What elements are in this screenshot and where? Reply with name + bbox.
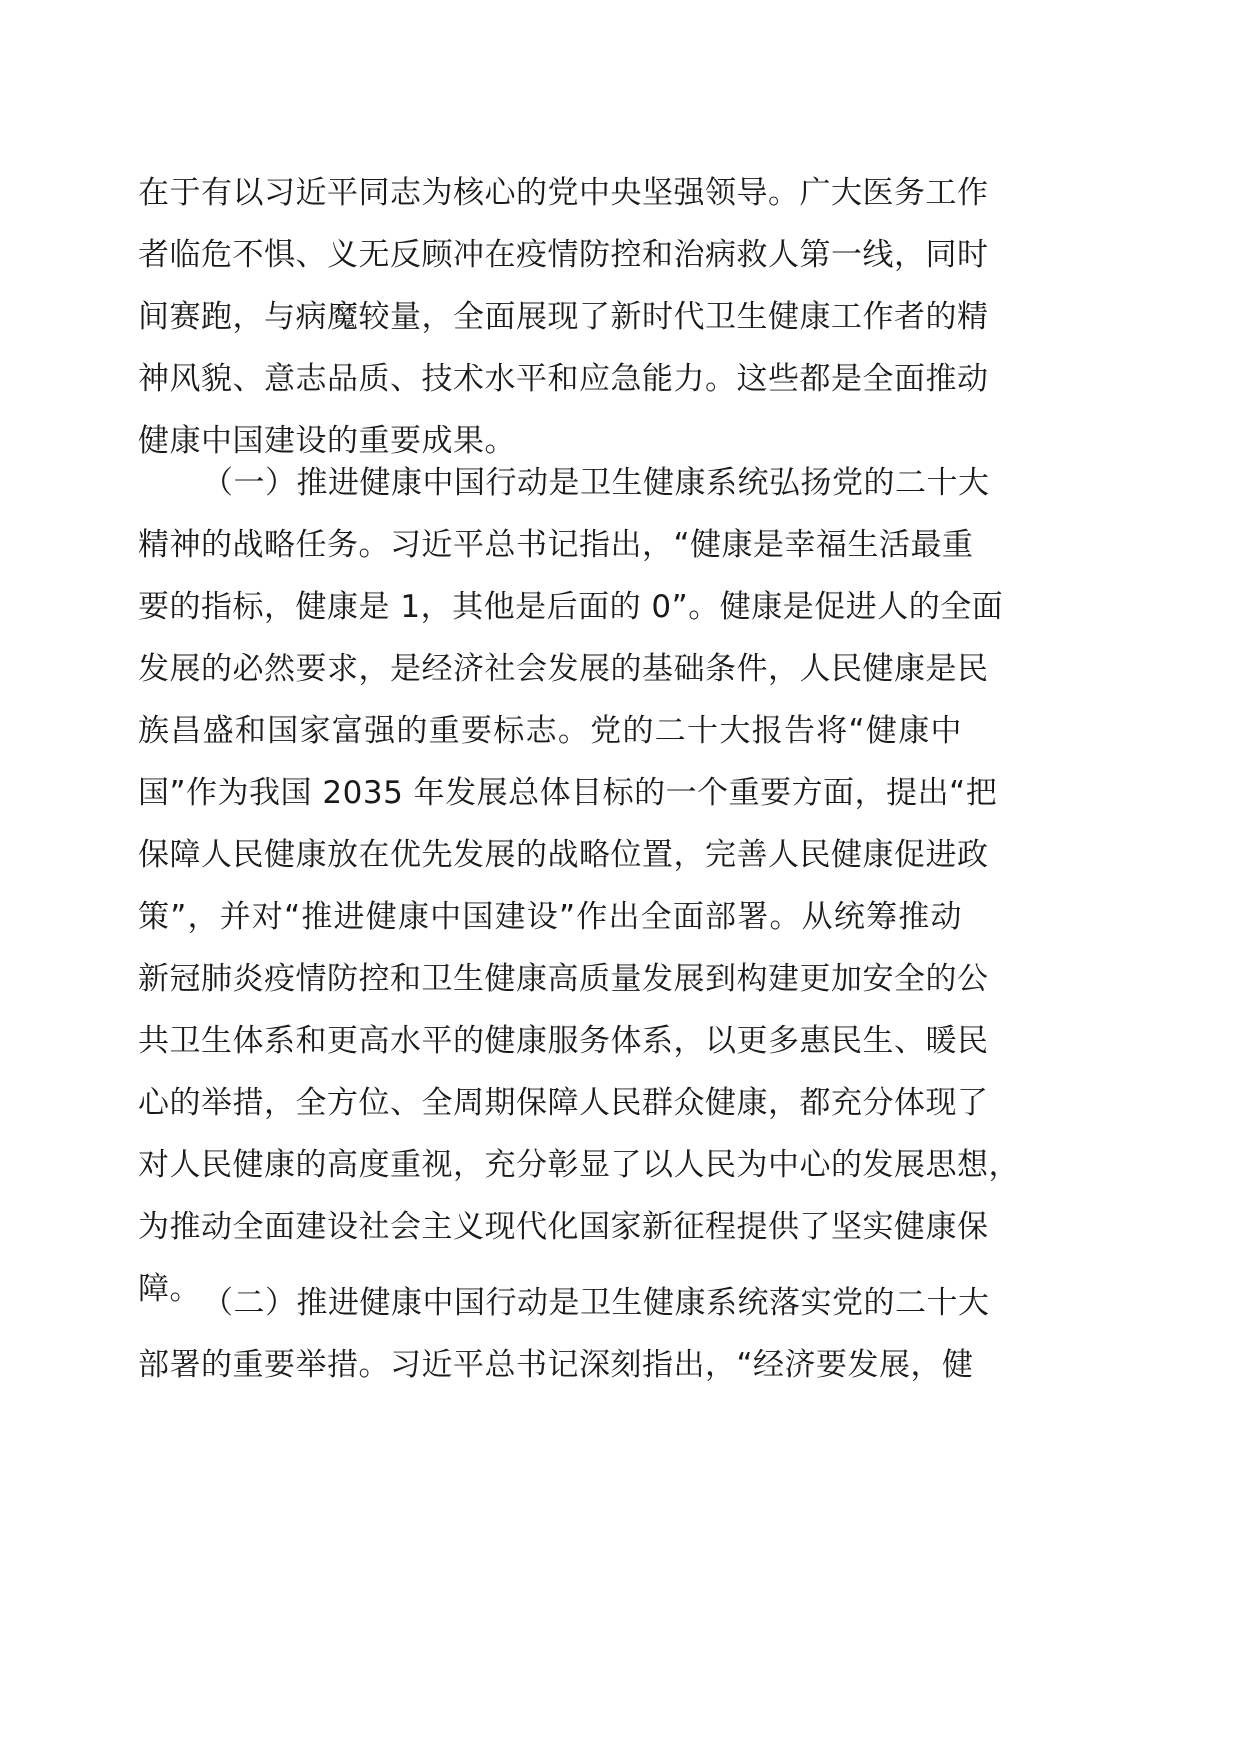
paragraph-section-1 [138, 452, 1020, 1320]
text-line: 健康中国建设的重要成果。 [138, 423, 516, 459]
text-line: 新冠肺炎疫情防控和卫生健康高质量发展到构建更加安全的公 [138, 961, 989, 997]
text-line: 精神的战略任务。习近平总书记指出，“健康是幸福生活最重 [138, 527, 974, 563]
section-heading-line: （二）推进健康中国行动是卫生健康系统落实党的二十大 [202, 1285, 990, 1321]
text-line: 共卫生体系和更高水平的健康服务体系，以更多惠民生、暖民 [138, 1023, 989, 1059]
text-line: 国”作为我国 2035 年发展总体目标的一个重要方面，提出“把 [138, 775, 998, 811]
text-line: 要的指标，健康是 1，其他是后面的 0”。健康是促进人的全面 [138, 589, 1004, 625]
text-line: 部署的重要举措。习近平总书记深刻指出，“经济要发展，健 [138, 1347, 974, 1383]
text-line: 在于有以习近平同志为核心的党中央坚强领导。广大医务工作 [138, 175, 989, 211]
text-line: 发展的必然要求，是经济社会发展的基础条件，人民健康是民 [138, 651, 989, 687]
paragraph-section-2 [138, 1272, 990, 1396]
paragraph-continuation [138, 162, 989, 472]
text-line: 对人民健康的高度重视，充分彰显了以人民为中心的发展思想， [138, 1147, 1020, 1183]
text-line: 策”，并对“推进健康中国建设”作出全面部署。从统筹推动 [138, 899, 962, 935]
section-heading-line: （一）推进健康中国行动是卫生健康系统弘扬党的二十大 [202, 465, 990, 501]
text-line: 为推动全面建设社会主义现代化国家新征程提供了坚实健康保 [138, 1209, 989, 1245]
text-line: 间赛跑，与病魔较量，全面展现了新时代卫生健康工作者的精 [138, 299, 989, 335]
text-line: 保障人民健康放在优先发展的战略位置，完善人民健康促进政 [138, 837, 989, 873]
text-line: 心的举措，全方位、全周期保障人民群众健康，都充分体现了 [138, 1085, 989, 1121]
text-line: 族昌盛和国家富强的重要标志。党的二十大报告将“健康中 [138, 713, 962, 749]
text-line: 障。 [138, 1271, 201, 1307]
text-line: 者临危不惧、义无反顾冲在疫情防控和治病救人第一线，同时 [138, 237, 989, 273]
text-line: 神风貌、意志品质、技术水平和应急能力。这些都是全面推动 [138, 361, 989, 397]
